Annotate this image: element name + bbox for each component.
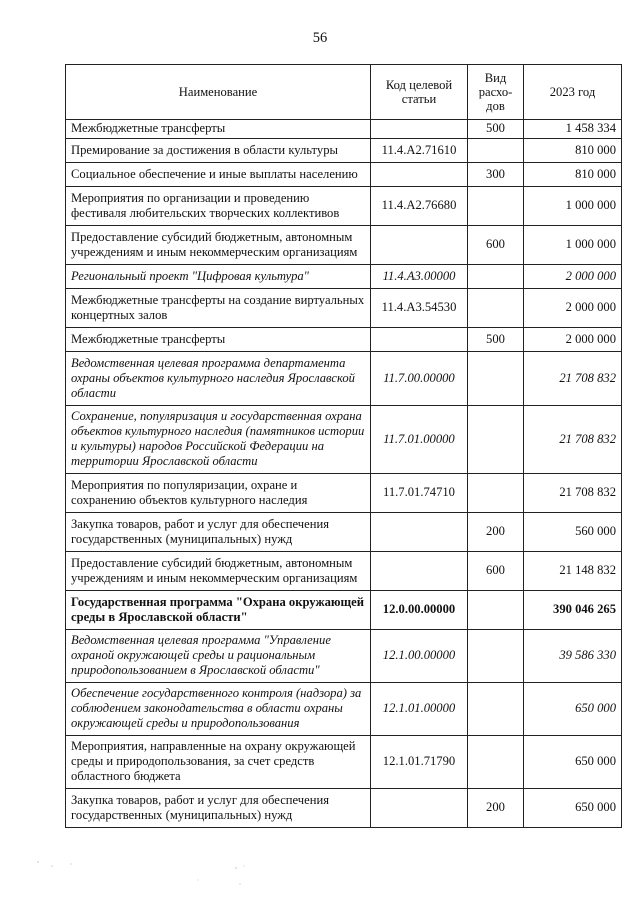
table-header-row [66,65,622,120]
row-name-cell: Мероприятия, направленные на охрану окружающей среды и природопользования, за счет средств областного бюджета [66,736,371,789]
row-name-cell: Мероприятия по организации и проведению фестиваля любительских творческих коллективов [66,187,371,226]
row-name-cell: Ведомственная целевая программа департамента охраны объектов культурного наследия Ярославской области [66,352,371,406]
row-amount-cell: 650 000 [524,789,622,828]
row-code-cell: 12.1.00.00000 [371,630,468,683]
row-amount-cell: 21 148 832 [524,552,622,591]
row-code-cell: 11.7.00.00000 [371,352,468,406]
row-amount-cell: 1 458 334 [524,120,622,139]
row-code-cell: 12.1.01.00000 [371,683,468,736]
row-name-cell: Сохранение, популяризация и государственная охрана объектов культурного наследия (памятников истории и культуры) народов Российской Федерации на территории Ярославской области [66,406,371,474]
row-code-cell: 11.7.01.00000 [371,406,468,474]
row-kind-cell [468,406,524,474]
row-amount-cell: 1 000 000 [524,226,622,265]
row-code-cell [371,226,468,265]
row-code-cell [371,552,468,591]
row-name-cell: Предоставление субсидий бюджетным, автономным учреждениям и иным некоммерческим организациям [66,226,371,265]
row-amount-cell: 21 708 832 [524,474,622,513]
row-kind-cell [468,139,524,163]
table-row [66,120,622,139]
row-name-cell: Государственная программа "Охрана окружающей среды в Ярославской области" [66,591,371,630]
row-code-cell: 12.0.00.00000 [371,591,468,630]
header-kind: Вид расхо-дов [468,65,524,120]
row-kind-cell: 500 [468,120,524,139]
row-amount-cell: 560 000 [524,513,622,552]
row-code-cell: 11.4.А2.71610 [371,139,468,163]
row-code-cell: 11.4.А3.54530 [371,289,468,328]
table-row [66,265,622,289]
header-name: Наименование [66,65,371,120]
row-kind-cell: 600 [468,552,524,591]
table-row [66,163,622,187]
header-year: 2023 год [524,65,622,120]
row-amount-cell: 810 000 [524,139,622,163]
row-code-cell [371,120,468,139]
table-row [66,736,622,789]
row-kind-cell [468,187,524,226]
table-body [66,120,622,828]
row-amount-cell: 650 000 [524,736,622,789]
row-kind-cell [468,474,524,513]
row-code-cell: 12.1.01.71790 [371,736,468,789]
table-row [66,552,622,591]
table-row [66,139,622,163]
row-kind-cell: 200 [468,513,524,552]
budget-table [65,64,622,828]
row-kind-cell: 600 [468,226,524,265]
table-row [66,513,622,552]
row-amount-cell: 2 000 000 [524,328,622,352]
row-kind-cell [468,630,524,683]
table-row [66,226,622,265]
row-amount-cell: 1 000 000 [524,187,622,226]
row-name-cell: Закупка товаров, работ и услуг для обеспечения государственных (муниципальных) нужд [66,789,371,828]
row-kind-cell [468,591,524,630]
row-name-cell: Региональный проект "Цифровая культура" [66,265,371,289]
row-name-cell: Межбюджетные трансферты [66,328,371,352]
row-name-cell: Закупка товаров, работ и услуг для обеспечения государственных (муниципальных) нужд [66,513,371,552]
row-name-cell: Обеспечение государственного контроля (надзора) за соблюдением законодательства в области охраны окружающей среды и природопользования [66,683,371,736]
row-amount-cell: 2 000 000 [524,265,622,289]
table-row [66,630,622,683]
row-amount-cell: 2 000 000 [524,289,622,328]
page-number: 56 [312,30,328,46]
row-code-cell [371,513,468,552]
row-name-cell: Ведомственная целевая программа "Управление охраной окружающей среды и рациональным природопользованием в Ярославской области" [66,630,371,683]
table-row [66,683,622,736]
row-amount-cell: 21 708 832 [524,352,622,406]
row-name-cell: Премирование за достижения в области культуры [66,139,371,163]
row-kind-cell: 500 [468,328,524,352]
table-row [66,328,622,352]
row-code-cell [371,789,468,828]
table-row [66,474,622,513]
table-row [66,352,622,406]
row-code-cell [371,328,468,352]
row-name-cell: Социальное обеспечение и иные выплаты населению [66,163,371,187]
row-amount-cell: 390 046 265 [524,591,622,630]
row-amount-cell: 810 000 [524,163,622,187]
row-amount-cell: 39 586 330 [524,630,622,683]
row-code-cell: 11.7.01.74710 [371,474,468,513]
row-amount-cell: 21 708 832 [524,406,622,474]
row-kind-cell: 300 [468,163,524,187]
row-name-cell: Межбюджетные трансферты на создание виртуальных концертных залов [66,289,371,328]
table-row [66,789,622,828]
row-code-cell: 11.4.А2.76680 [371,187,468,226]
row-name-cell: Межбюджетные трансферты [66,120,371,139]
row-kind-cell [468,265,524,289]
row-kind-cell [468,683,524,736]
row-kind-cell [468,289,524,328]
row-name-cell: Мероприятия по популяризации, охране и сохранению объектов культурного наследия [66,474,371,513]
table-row [66,591,622,630]
row-code-cell: 11.4.А3.00000 [371,265,468,289]
row-kind-cell [468,736,524,789]
row-kind-cell: 200 [468,789,524,828]
row-amount-cell: 650 000 [524,683,622,736]
table-row [66,187,622,226]
row-name-cell: Предоставление субсидий бюджетным, автономным учреждениям и иным некоммерческим организациям [66,552,371,591]
row-kind-cell [468,352,524,406]
table-row [66,289,622,328]
header-code: Код целевой статьи [371,65,468,120]
table-row [66,406,622,474]
row-code-cell [371,163,468,187]
